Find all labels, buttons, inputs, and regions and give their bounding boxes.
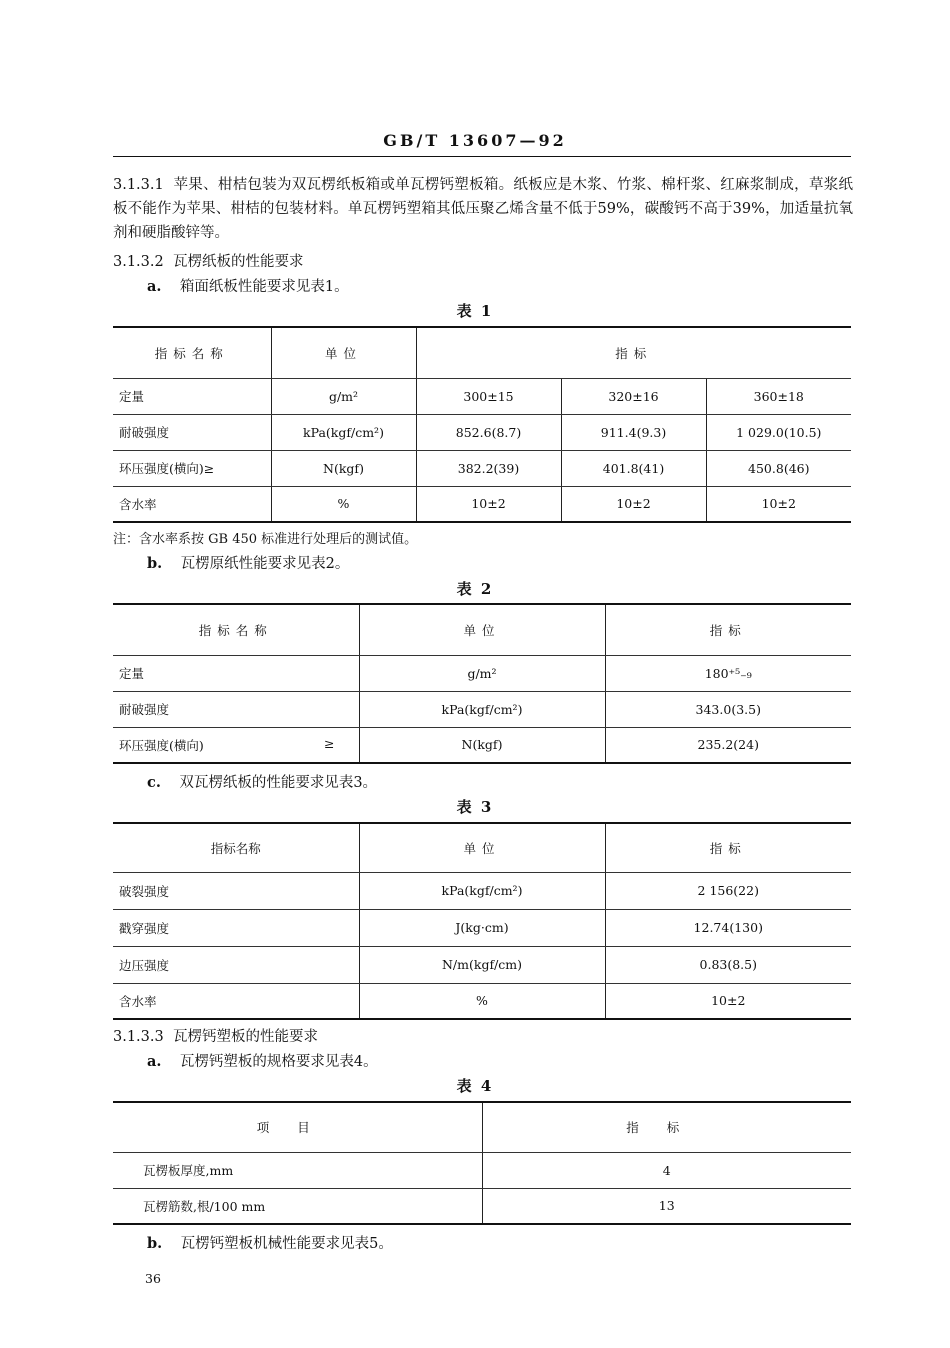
table-cell: 边压强度 (113, 946, 359, 983)
table-cell: % (359, 983, 605, 1019)
item-text: 瓦楞钙塑板的规格要求见表4。 (179, 1054, 378, 1070)
table-cell: 环压强度(横向)≥ (113, 450, 271, 486)
table-row (113, 1152, 851, 1188)
header-cell: 指标名称 (113, 604, 359, 655)
item-label: b. (147, 555, 163, 572)
table-cell: 耐破强度 (113, 691, 359, 727)
table-header-row (113, 1102, 851, 1152)
table-row (113, 983, 851, 1019)
table-cell: 450.8(46) (706, 450, 851, 486)
table-cell: 瓦楞筋数,根/100 mm (113, 1188, 482, 1224)
table4-caption: 表 4 (456, 1077, 494, 1095)
item-label: a. (147, 1053, 162, 1070)
section-title: 瓦楞钙塑板的性能要求 (172, 1029, 318, 1045)
table-cell: 10±2 (706, 486, 851, 522)
item-text: 箱面纸板性能要求见表1。 (179, 279, 349, 295)
paragraph-text: 苹果、柑桔包装为双瓦楞纸板箱或单瓦楞钙塑板箱。纸板应是木浆、竹浆、棉杆浆、红麻浆制成，草浆纸板不能作为苹果、柑桔的包装材料。单瓦楞钙塑箱其低压聚乙烯含量不低于59%，碳酸钙不高于39%，加适量抗氧剂和硬脂酸锌等。 (113, 177, 854, 241)
item-label: c. (147, 774, 161, 791)
table-cell: 定量 (113, 655, 359, 691)
header-cell: 项目 (113, 1102, 482, 1152)
table-cell: kPa(kgf/cm²) (271, 414, 416, 450)
table-cell: 382.2(39) (416, 450, 561, 486)
table-cell: 10±2 (605, 983, 851, 1019)
table-cell: 180⁺⁵₋₉ (605, 655, 851, 691)
section-number: 3.1.3.1 (113, 177, 164, 193)
table-cell: 含水率 (113, 983, 359, 1019)
table-header-row (113, 604, 851, 655)
table-cell: 911.4(9.3) (561, 414, 706, 450)
table-header-row (113, 327, 851, 378)
table-cell: J(kg·cm) (359, 909, 605, 946)
table-cell: 343.0(3.5) (605, 691, 851, 727)
table-cell: g/m² (359, 655, 605, 691)
header-cell: 单位 (359, 823, 605, 872)
header-cell: 单位 (271, 327, 416, 378)
inequality-symbol: ≥ (324, 735, 335, 751)
table-cell: kPa(kgf/cm²) (359, 872, 605, 909)
table-cell: N(kgf) (271, 450, 416, 486)
table2-caption: 表 2 (456, 580, 494, 598)
table-cell: 0.83(8.5) (605, 946, 851, 983)
header-cell: 指标 (605, 604, 851, 655)
table-cell: 破裂强度 (113, 872, 359, 909)
table-cell: 含水率 (113, 486, 271, 522)
table-cell: 10±2 (561, 486, 706, 522)
table-cell: % (271, 486, 416, 522)
table2 (113, 603, 851, 764)
table-cell: 12.74(130) (605, 909, 851, 946)
table-cell: 401.8(41) (561, 450, 706, 486)
table-header-row (113, 823, 851, 872)
page-header: GB/T 13607—92 (383, 131, 567, 150)
item-c-table3-ref (147, 771, 377, 792)
table-cell: 瓦楞板厚度,mm (113, 1152, 482, 1188)
header-cell: 指标 (416, 327, 851, 378)
table-cell: N(kgf) (359, 727, 605, 763)
table-cell: 320±16 (561, 378, 706, 414)
header-cell: 指标 (605, 823, 851, 872)
item-text: 瓦楞原纸性能要求见表2。 (180, 556, 350, 572)
item-text: 瓦楞钙塑板机械性能要求见表5。 (180, 1236, 393, 1252)
table-cell: 耐破强度 (113, 414, 271, 450)
table-cell: g/m² (271, 378, 416, 414)
table1-caption: 表 1 (456, 302, 494, 320)
table-row (113, 909, 851, 946)
item-label: a. (147, 278, 162, 295)
table-cell: 300±15 (416, 378, 561, 414)
section-number: 3.1.3.2 (113, 254, 164, 270)
table-cell: 1 029.0(10.5) (706, 414, 851, 450)
table-row (113, 486, 851, 522)
section-3-1-3-3 (113, 1025, 318, 1046)
table-row (113, 450, 851, 486)
header-cell: 指标名称 (113, 823, 359, 872)
table4 (113, 1101, 851, 1225)
item-a-table4-ref (147, 1050, 378, 1071)
item-label: b. (147, 1235, 163, 1252)
table-row (113, 414, 851, 450)
page-number: 36 (145, 1271, 161, 1286)
table3 (113, 822, 851, 1020)
table-cell: kPa(kgf/cm²) (359, 691, 605, 727)
paragraph-3-1-3-1 (113, 173, 853, 245)
table-row (113, 727, 851, 763)
item-a-table1-ref (147, 275, 349, 296)
item-b-table5-ref (147, 1232, 393, 1253)
header-cell: 指标名称 (113, 327, 271, 378)
table1 (113, 326, 851, 523)
table-cell: N/m(kgf/cm) (359, 946, 605, 983)
table-row (113, 655, 851, 691)
section-title: 瓦楞纸板的性能要求 (172, 254, 304, 270)
table-cell: 4 (482, 1152, 851, 1188)
table3-caption: 表 3 (456, 798, 494, 816)
header-rule (113, 156, 851, 157)
section-number: 3.1.3.3 (113, 1029, 164, 1045)
table-row (113, 946, 851, 983)
item-text: 双瓦楞纸板的性能要求见表3。 (179, 775, 378, 791)
table-row (113, 1188, 851, 1224)
table-cell: 13 (482, 1188, 851, 1224)
header-cell: 单位 (359, 604, 605, 655)
table1-note: 注：含水率系按 GB 450 标准进行处理后的测试值。 (113, 532, 418, 547)
table-row (113, 872, 851, 909)
table-cell (113, 727, 359, 763)
table-cell: 235.2(24) (605, 727, 851, 763)
item-b-table2-ref (147, 552, 349, 573)
table-cell: 戳穿强度 (113, 909, 359, 946)
header-cell: 指标 (482, 1102, 851, 1152)
table-row (113, 378, 851, 414)
table-cell: 360±18 (706, 378, 851, 414)
table-row (113, 691, 851, 727)
table-cell: 2 156(22) (605, 872, 851, 909)
table-cell: 定量 (113, 378, 271, 414)
table-cell: 852.6(8.7) (416, 414, 561, 450)
row-label: 环压强度(横向) (119, 737, 204, 753)
table-cell: 10±2 (416, 486, 561, 522)
section-3-1-3-2 (113, 250, 303, 271)
